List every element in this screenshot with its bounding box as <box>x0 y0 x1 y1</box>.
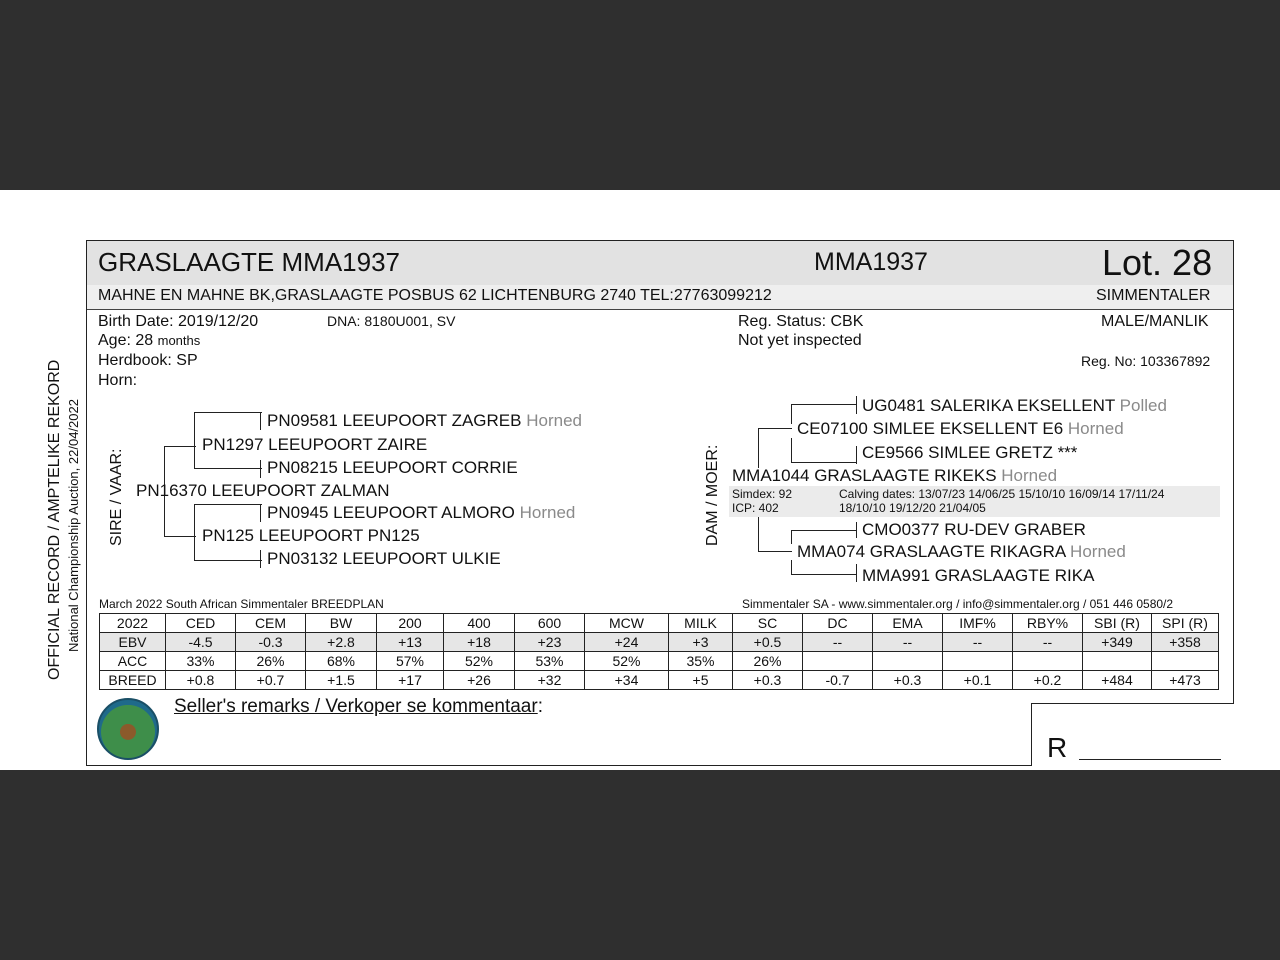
seller-remarks-colon: : <box>537 696 543 717</box>
sire-line <box>164 446 196 447</box>
ebv-cell: 35% <box>669 652 733 671</box>
ebv-cell: +358 <box>1152 633 1219 652</box>
ebv-header-cell: SPI (R) <box>1152 614 1219 633</box>
dds-line <box>791 530 857 531</box>
ebv-cell: EBV <box>100 633 166 652</box>
dss-tick <box>856 396 857 414</box>
dd-name: MMA074 GRASLAAGTE RIKAGRA <box>797 542 1066 561</box>
ebv-cell: +13 <box>377 633 444 652</box>
ddd-line <box>791 574 857 575</box>
ebv-cell: -0.3 <box>236 633 306 652</box>
ebv-header-cell: SC <box>733 614 803 633</box>
sd-bracket <box>194 504 195 560</box>
ebv-cell: -- <box>873 633 943 652</box>
ebv-table <box>99 613 1219 690</box>
dam-sire-dam: CE9566 SIMLEE GRETZ *** <box>862 443 1078 462</box>
ds-lower <box>791 438 792 462</box>
dam-sire-sire <box>862 396 1167 416</box>
ebv-row-breed <box>100 671 1219 690</box>
dss-name: UG0481 SALERIKA EKSELLENT <box>862 396 1115 415</box>
breedplan-title: March 2022 South African Simmentaler BREEDPLAN <box>99 597 384 611</box>
dss-line <box>791 404 857 405</box>
ebv-header-cell: MILK <box>669 614 733 633</box>
auction-text: National Championship Auction, 22/04/2022 <box>66 399 81 652</box>
price-line[interactable] <box>1079 759 1221 760</box>
sdd-tick <box>260 550 261 568</box>
herdbook: Herdbook: SP <box>98 352 198 369</box>
dam-name: MMA1044 GRASLAAGTE RIKEKS <box>732 466 997 485</box>
breedplan-contact: Simmentaler SA - www.simmentaler.org / info@simmentaler.org / 051 446 0580/2 <box>742 597 1174 611</box>
ssd-tick <box>260 460 261 478</box>
seller-remarks-label: Seller's remarks / Verkoper se kommentaar <box>174 696 538 717</box>
sss-name: PN09581 LEEUPOORT ZAGREB <box>267 411 522 430</box>
animal-id: MMA1937 <box>814 248 928 276</box>
ebv-cell: 26% <box>236 652 306 671</box>
dam-upper-bracket <box>758 428 759 468</box>
ebv-cell: +5 <box>669 671 733 690</box>
sire-sire-dam: PN08215 LEEUPOORT CORRIE <box>267 458 518 477</box>
age-unit: months <box>157 333 201 348</box>
ebv-cell: +0.3 <box>733 671 803 690</box>
breed-name: SIMMENTALER <box>1096 287 1211 304</box>
ebv-cell: +0.7 <box>236 671 306 690</box>
dd-bracket <box>791 530 792 544</box>
ebv-header-cell: 2022 <box>100 614 166 633</box>
ebv-cell: -- <box>943 633 1013 652</box>
horn: Horn: <box>98 372 138 389</box>
sds-tick <box>260 504 261 522</box>
ebv-header-cell: IMF% <box>943 614 1013 633</box>
reg-status: Reg. Status: CBK <box>738 313 864 330</box>
ds-horn: Horned <box>1067 419 1124 438</box>
dam-lower-bracket <box>758 516 759 552</box>
dam-dam <box>797 542 1126 562</box>
ss-line <box>194 468 262 469</box>
ss-bracket <box>194 412 195 468</box>
ebv-cell: +24 <box>585 633 669 652</box>
ebv-cell: -0.7 <box>803 671 873 690</box>
dam-horn: Horned <box>1001 466 1058 485</box>
calving-dates: Calving dates: 13/07/23 14/06/25 15/10/10 16/09/14 17/11/24 <box>839 487 1165 501</box>
ebv-cell: 33% <box>166 652 236 671</box>
animal-name: GRASLAAGTE MMA1937 <box>98 247 400 277</box>
dds-tick <box>856 522 857 538</box>
ds-name: CE07100 SIMLEE EKSELLENT E6 <box>797 419 1064 438</box>
breeder-info: MAHNE EN MAHNE BK,GRASLAAGTE POSBUS 62 LICHTENBURG 2740 TEL:27763099212 <box>98 287 772 304</box>
ebv-cell: 52% <box>585 652 669 671</box>
ebv-cell: +1.5 <box>306 671 377 690</box>
ebv-cell: +0.1 <box>943 671 1013 690</box>
calving-dates-cont: 18/10/10 19/12/20 21/04/05 <box>839 501 986 515</box>
reg-number: Reg. No: 103367892 <box>1081 353 1211 369</box>
sire-sire-sire <box>267 411 582 431</box>
sire-label: SIRE / VAAR: <box>108 448 125 546</box>
ebv-cell: 53% <box>515 652 585 671</box>
price-prefix: R <box>1047 732 1068 763</box>
ebv-header-cell: EMA <box>873 614 943 633</box>
sss-tick <box>260 412 261 430</box>
sire-dam: PN125 LEEUPOORT PN125 <box>202 526 420 545</box>
ebv-cell: +26 <box>444 671 515 690</box>
ebv-cell: +34 <box>585 671 669 690</box>
ebv-row-ebv <box>100 633 1219 652</box>
dam-sire <box>797 419 1124 439</box>
sds-name: PN0945 LEEUPOORT ALMORO <box>267 503 515 522</box>
ebv-cell: +349 <box>1083 633 1152 652</box>
ebv-cell: ACC <box>100 652 166 671</box>
ebv-cell: 68% <box>306 652 377 671</box>
simmentaler-logo <box>97 698 159 760</box>
seller-remarks <box>174 696 543 718</box>
ebv-header-cell: 400 <box>444 614 515 633</box>
dsd-tick <box>856 446 857 464</box>
ds-bracket <box>791 404 792 424</box>
ebv-cell: +2.8 <box>306 633 377 652</box>
dam-line <box>758 551 792 552</box>
dsd-line <box>791 462 857 463</box>
ebv-header-row <box>100 614 1219 633</box>
dam-dam-sire: CMO0377 RU-DEV GRABER <box>862 520 1086 539</box>
ebv-row-acc <box>100 652 1219 671</box>
official-record-text: OFFICIAL RECORD / AMPTELIKE REKORD <box>46 359 63 680</box>
ebv-header-cell: DC <box>803 614 873 633</box>
sire-dam-sire <box>267 503 575 523</box>
ebv-cell: 57% <box>377 652 444 671</box>
dd-lower <box>791 560 792 574</box>
ebv-cell: 26% <box>733 652 803 671</box>
ebv-header-cell: CED <box>166 614 236 633</box>
ebv-cell: -4.5 <box>166 633 236 652</box>
ebv-cell <box>1083 652 1152 671</box>
ebv-header-cell: 600 <box>515 614 585 633</box>
lot-number: Lot. 28 <box>1102 242 1213 283</box>
ebv-cell: +23 <box>515 633 585 652</box>
ebv-cell <box>1152 652 1219 671</box>
ss-line <box>194 412 262 413</box>
sss-horn: Horned <box>526 411 582 430</box>
ebv-cell: +32 <box>515 671 585 690</box>
dam-label: DAM / MOER: <box>704 444 721 546</box>
sire-sire: PN1297 LEEUPOORT ZAIRE <box>202 435 428 454</box>
ebv-header-cell: SBI (R) <box>1083 614 1152 633</box>
age-value: Age: 28 <box>98 332 154 349</box>
ebv-header-cell: MCW <box>585 614 669 633</box>
ebv-cell: -- <box>1013 633 1083 652</box>
sire-line <box>164 536 196 537</box>
icp: ICP: 402 <box>732 501 779 515</box>
ebv-cell: +18 <box>444 633 515 652</box>
age <box>98 332 200 350</box>
sire: PN16370 LEEUPOORT ZALMAN <box>136 481 390 500</box>
dd-horn: Horned <box>1070 542 1126 561</box>
sd-line <box>194 504 262 505</box>
ebv-cell <box>803 652 873 671</box>
ebv-cell <box>943 652 1013 671</box>
sire-dam-dam: PN03132 LEEUPOORT ULKIE <box>267 549 501 568</box>
ebv-cell: 52% <box>444 652 515 671</box>
ebv-header-cell: 200 <box>377 614 444 633</box>
simdex: Simdex: 92 <box>732 487 793 501</box>
ebv-header-cell: RBY% <box>1013 614 1083 633</box>
ebv-cell: +473 <box>1152 671 1219 690</box>
ebv-cell <box>1013 652 1083 671</box>
ebv-cell: +484 <box>1083 671 1152 690</box>
dam-dam-dam: MMA991 GRASLAAGTE RIKA <box>862 566 1095 585</box>
sd-line <box>194 560 262 561</box>
ebv-header-cell: BW <box>306 614 377 633</box>
sex: MALE/MANLIK <box>1101 313 1209 330</box>
ebv-cell: -- <box>803 633 873 652</box>
inspection-status: Not yet inspected <box>738 332 862 349</box>
ebv-cell: +0.5 <box>733 633 803 652</box>
ebv-cell <box>873 652 943 671</box>
dam-line <box>758 428 792 429</box>
dss-horn: Polled <box>1119 396 1167 415</box>
ebv-cell: +0.8 <box>166 671 236 690</box>
dam <box>732 466 1057 486</box>
ebv-cell: +0.3 <box>873 671 943 690</box>
dna: DNA: 8180U001, SV <box>327 313 456 329</box>
birth-date: Birth Date: 2019/12/20 <box>98 313 259 330</box>
ebv-cell: +17 <box>377 671 444 690</box>
ebv-cell: BREED <box>100 671 166 690</box>
sds-horn: Horned <box>519 503 576 522</box>
ebv-cell: +0.2 <box>1013 671 1083 690</box>
ddd-tick <box>856 564 857 582</box>
ebv-header-cell: CEM <box>236 614 306 633</box>
ebv-cell: +3 <box>669 633 733 652</box>
